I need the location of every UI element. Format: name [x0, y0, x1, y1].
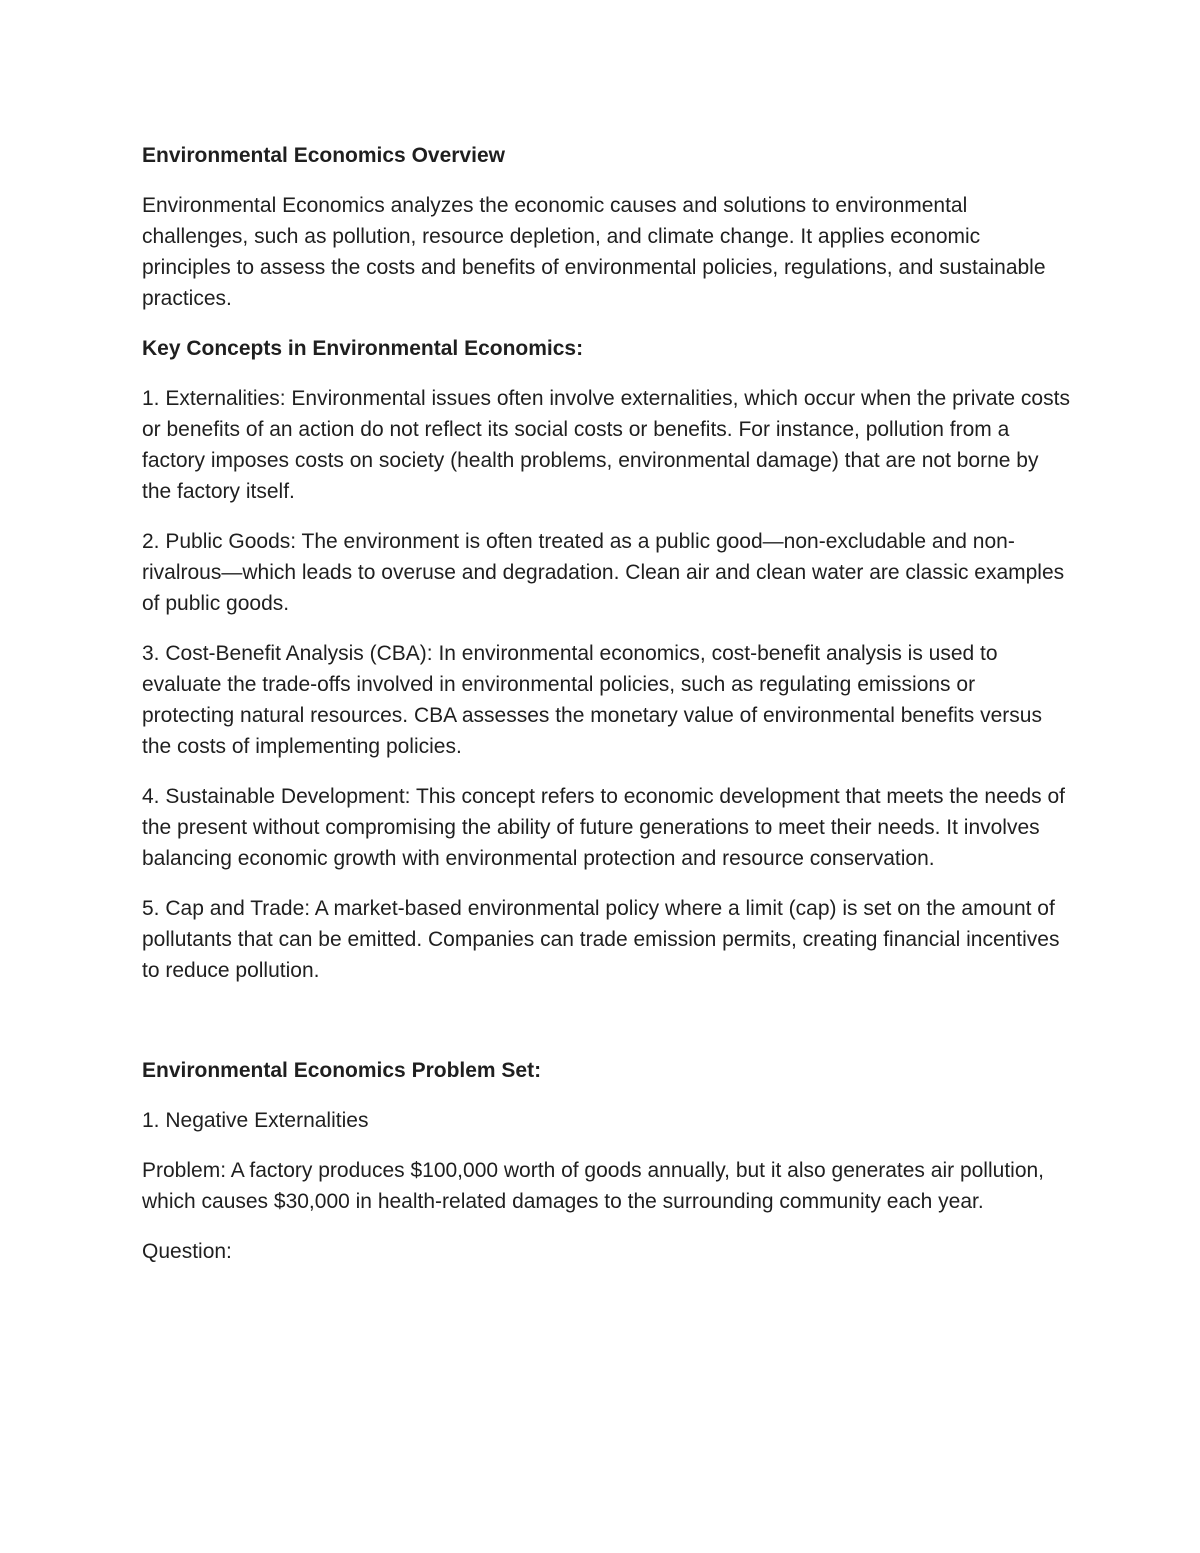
question-label: Question: [142, 1240, 232, 1263]
concept-public-goods: 2. Public Goods: The environment is often treated as a public good—non-excludable and non-rivalrous—which leads to overuse and degradation. Clean air and clean water are classic examples of public goods. [142, 530, 1065, 615]
document-page [142, 140, 1072, 1286]
key-concepts-title: Key Concepts in Environmental Economics: [142, 337, 584, 360]
concept-cost-benefit-analysis: 3. Cost-Benefit Analysis (CBA): In environmental economics, cost-benefit analysis is used to evaluate the trade-offs involved in environmental policies, such as regulating emissions or protecting natural resources. CBA assesses the monetary value of environmental benefits versus the costs of implementing policies. [142, 642, 1042, 758]
concept-externalities: 1. Externalities: Environmental issues often involve externalities, which occur when the private costs or benefits of an action do not reflect its social costs or benefits. For instance, pollution from a factory imposes costs on society (health problems, environmental damage) that are not borne by the factory itself. [142, 387, 1070, 503]
overview-title: Environmental Economics Overview [142, 144, 505, 167]
problem-heading: 1. Negative Externalities [142, 1109, 369, 1132]
concept-cap-and-trade: 5. Cap and Trade: A market-based environmental policy where a limit (cap) is set on the amount of pollutants that can be emitted. Companies can trade emission permits, creating financial incentives to reduce pollution. [142, 897, 1060, 982]
problem-text: Problem: A factory produces $100,000 worth of goods annually, but it also generates air pollution, which causes $30,000 in health-related damages to the surrounding community each year. [142, 1159, 1045, 1213]
section-spacer [142, 1005, 1072, 1055]
concept-sustainable-development: 4. Sustainable Development: This concept refers to economic development that meets the needs of the present without compromising the ability of future generations to meet their needs. It involves balancing economic growth with environmental protection and resource conservation. [142, 785, 1065, 870]
problem-set-title: Environmental Economics Problem Set: [142, 1059, 542, 1082]
overview-body: Environmental Economics analyzes the economic causes and solutions to environmental challenges, such as pollution, resource depletion, and climate change. It applies economic principles to assess the costs and benefits of environmental policies, regulations, and sustainable practices. [142, 194, 1046, 310]
